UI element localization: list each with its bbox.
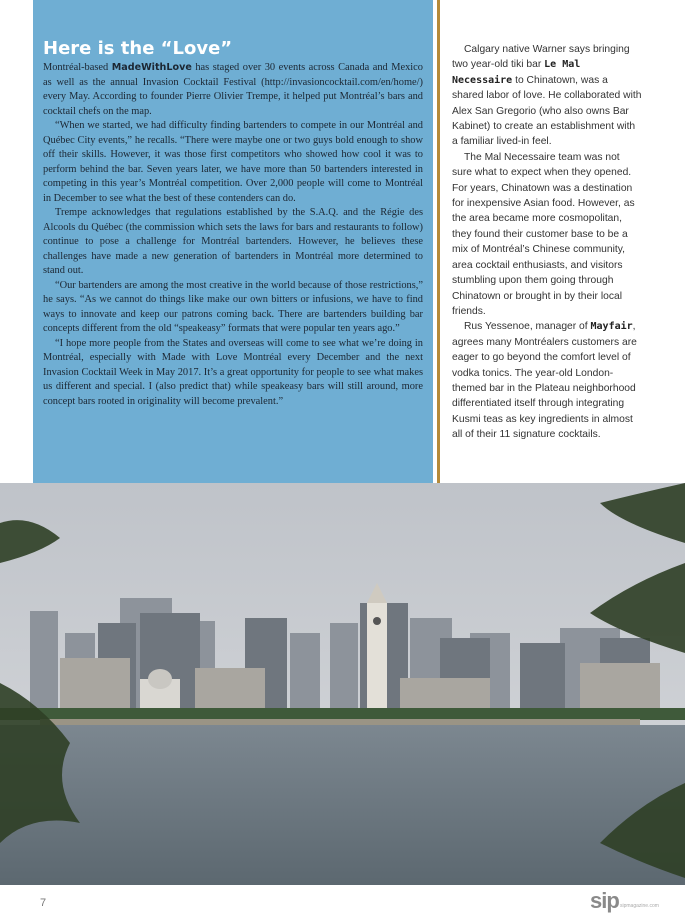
right-paragraph-3: [452, 319, 642, 442]
magazine-tagline: sipmagazine.com: [620, 903, 659, 909]
right-paragraph-2: The Mal Necessaire team was not sure what to expect when they opened. For years, Chinatown was a destination for inexpensive Asian food. However, as the area became more cosmopolitan, they found their customer base to be a mix of Montréal’s Chinese community, area cocktail enthusiasts, and visitors stumbling upon them going through Chinatown or brought in by their local friends.: [452, 151, 635, 317]
text-run: to Chinatown, was a shared labor of love. He collaborated with Alex San Gregorio (who also owns Bar Kabinet) to create an establishment with a familiar lived-in feel.: [452, 74, 642, 148]
clock-tower: [367, 583, 387, 715]
sidebar-paragraph-3: Trempe acknowledges that regulations established by the S.A.Q. and the Régie des Alcools du Québec (the commission which sets the laws for bars and restaurants to follow) continue to pose a challenge for Montréal bartenders. However, he believes these challenges have made a new generation of bartenders in Montréal more determined to stand out.: [43, 207, 423, 276]
river: [0, 725, 685, 885]
column-divider: [437, 0, 440, 483]
text-run: , agrees many Montréalers customers are eager to go beyond the comfort level of vodka tonics. The year-old London-themed bar in the Plateau neighborhood differentiated itself through integrating Kusmi teas as key ingredients in almost all of their 11 signature cocktails.: [452, 321, 637, 441]
sidebar-paragraph-1: [43, 61, 423, 119]
text-run: Calgary native Warner says bringing two year-old tiki bar: [452, 44, 630, 71]
page-number: 7: [40, 897, 47, 909]
magazine-logo: sip: [590, 888, 619, 913]
right-column: [452, 42, 642, 443]
sidebar-box: [33, 0, 433, 483]
sidebar-paragraph-2: “When we started, we had difficulty finding bartenders to compete in our Montréal and Québec City events,” he recalls. “There were maybe one or two guys bold enough to show off their skills. However, it was those first competitors who showed how cool it was to perform behind the bar. Seven years later, we have more than 50 bartenders interested in competing in this year’s Montréal competition. Over 2,000 people will come to Montréal in December to see what the best of these contenders can do.: [43, 120, 423, 204]
bar-name: Le Mal Necessaire: [452, 59, 581, 86]
bar-name: Mayfair: [590, 321, 633, 333]
sidebar-title: Here is the “Love”: [43, 38, 233, 59]
brand-name: MadeWithLove: [111, 62, 192, 73]
skyline-illustration: [0, 483, 685, 885]
sidebar-paragraph-4: “Our bartenders are among the most creative in the world because of those restrictions,” he says. “As we cannot do things like make our own bitters or infusions, we have to find ways to innovate and keep our patrons coming back. There are bartenders building bar concepts different from the old “speakeasy” formats that were popular ten years ago.”: [43, 279, 423, 334]
right-paragraph-1: [452, 42, 642, 150]
text-run: Montréal-based: [43, 62, 112, 73]
sidebar-paragraph-5: “I hope more people from the States and overseas will come to see what we’re doing in Montréal, especially with Made with Love Montréal every December and the next Invasion Cocktail Week in May 2017. It’s a great opportunity for people to see what makes us different and special. I (also predict that) while speakeasy bars will still around, more concept bars rooted in originality will become prevalent.”: [43, 337, 423, 407]
text-run: has staged over 30 events across Canada and Mexico as well as the annual Invasion Cocktail Festival (http://invasioncocktail.com/en/home/) every May. According to founder Pierre Olivier Trempe, it helped put Montréal’s bars and cocktail chefs on the map.: [43, 62, 423, 117]
skyline-photo: [0, 483, 685, 885]
treeline: [0, 708, 685, 720]
text-run: Rus Yessenoe, manager of: [464, 321, 591, 333]
seawall: [40, 719, 640, 725]
